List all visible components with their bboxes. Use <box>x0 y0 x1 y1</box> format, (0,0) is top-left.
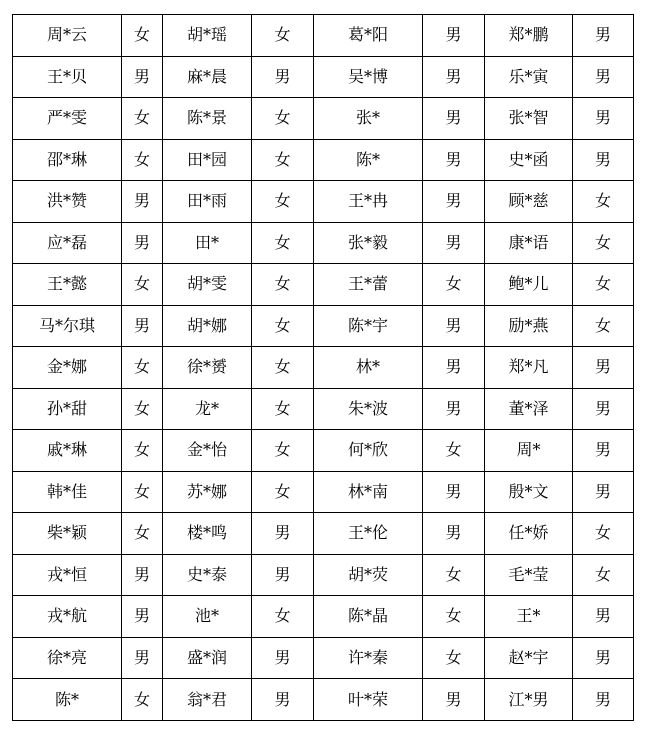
gender-cell: 女 <box>423 596 485 638</box>
name-cell: 励*燕 <box>485 305 573 347</box>
gender-cell: 男 <box>423 347 485 389</box>
gender-cell: 女 <box>122 471 163 513</box>
table-row <box>13 181 634 223</box>
table-row <box>13 554 634 596</box>
gender-cell: 男 <box>573 388 634 430</box>
gender-cell: 男 <box>423 222 485 264</box>
name-cell: 胡*雯 <box>163 264 252 306</box>
name-cell: 陈*宇 <box>314 305 423 347</box>
name-cell: 楼*鸣 <box>163 513 252 555</box>
table-row <box>13 98 634 140</box>
name-cell: 周* <box>485 430 573 472</box>
gender-cell: 男 <box>423 98 485 140</box>
gender-cell: 女 <box>122 430 163 472</box>
name-cell: 张* <box>314 98 423 140</box>
gender-cell: 男 <box>423 181 485 223</box>
table-row <box>13 264 634 306</box>
name-cell: 金*怡 <box>163 430 252 472</box>
table-row <box>13 222 634 264</box>
gender-cell: 男 <box>423 471 485 513</box>
name-cell: 朱*波 <box>314 388 423 430</box>
gender-cell: 女 <box>423 264 485 306</box>
gender-cell: 女 <box>122 347 163 389</box>
gender-cell: 男 <box>122 305 163 347</box>
gender-cell: 女 <box>122 139 163 181</box>
table-row <box>13 15 634 57</box>
name-cell: 王*冉 <box>314 181 423 223</box>
gender-cell: 女 <box>252 98 314 140</box>
name-cell: 严*雯 <box>13 98 122 140</box>
gender-cell: 女 <box>122 98 163 140</box>
name-cell: 葛*阳 <box>314 15 423 57</box>
gender-cell: 男 <box>122 554 163 596</box>
gender-cell: 男 <box>252 513 314 555</box>
name-cell: 孙*甜 <box>13 388 122 430</box>
gender-cell: 女 <box>252 264 314 306</box>
gender-cell: 女 <box>252 222 314 264</box>
name-cell: 胡*瑶 <box>163 15 252 57</box>
gender-cell: 男 <box>122 181 163 223</box>
name-cell: 田* <box>163 222 252 264</box>
name-cell: 郑*鹏 <box>485 15 573 57</box>
gender-cell: 女 <box>573 305 634 347</box>
gender-cell: 男 <box>252 56 314 98</box>
gender-cell: 女 <box>423 430 485 472</box>
name-cell: 徐*赟 <box>163 347 252 389</box>
gender-cell: 女 <box>573 513 634 555</box>
name-cell: 翁*君 <box>163 679 252 721</box>
gender-cell: 男 <box>423 56 485 98</box>
table-row <box>13 347 634 389</box>
name-cell: 史*泰 <box>163 554 252 596</box>
name-cell: 胡*娜 <box>163 305 252 347</box>
gender-cell: 男 <box>122 637 163 679</box>
name-cell: 王*懿 <box>13 264 122 306</box>
table-row <box>13 305 634 347</box>
gender-cell: 女 <box>252 388 314 430</box>
gender-cell: 女 <box>252 596 314 638</box>
gender-cell: 男 <box>423 139 485 181</box>
name-cell: 戎*航 <box>13 596 122 638</box>
name-cell: 麻*晨 <box>163 56 252 98</box>
roster-body <box>13 15 634 721</box>
gender-cell: 男 <box>423 513 485 555</box>
name-cell: 徐*亮 <box>13 637 122 679</box>
gender-cell: 男 <box>423 388 485 430</box>
table-row <box>13 430 634 472</box>
gender-cell: 女 <box>423 637 485 679</box>
gender-cell: 男 <box>423 679 485 721</box>
name-cell: 乐*寅 <box>485 56 573 98</box>
gender-cell: 男 <box>573 98 634 140</box>
name-cell: 张*智 <box>485 98 573 140</box>
gender-cell: 男 <box>122 596 163 638</box>
gender-cell: 女 <box>252 347 314 389</box>
name-cell: 张*毅 <box>314 222 423 264</box>
gender-cell: 女 <box>122 388 163 430</box>
gender-cell: 男 <box>573 139 634 181</box>
name-cell: 戚*琳 <box>13 430 122 472</box>
name-cell: 殷*文 <box>485 471 573 513</box>
table-row <box>13 596 634 638</box>
name-cell: 陈* <box>13 679 122 721</box>
gender-cell: 男 <box>573 347 634 389</box>
name-cell: 应*磊 <box>13 222 122 264</box>
name-cell: 邵*琳 <box>13 139 122 181</box>
name-cell: 陈* <box>314 139 423 181</box>
name-cell: 田*园 <box>163 139 252 181</box>
name-cell: 毛*莹 <box>485 554 573 596</box>
name-cell: 苏*娜 <box>163 471 252 513</box>
name-cell: 王*伦 <box>314 513 423 555</box>
name-cell: 胡*荧 <box>314 554 423 596</box>
gender-cell: 女 <box>252 139 314 181</box>
gender-cell: 男 <box>573 679 634 721</box>
name-cell: 赵*宇 <box>485 637 573 679</box>
name-cell: 康*语 <box>485 222 573 264</box>
gender-cell: 男 <box>252 679 314 721</box>
gender-cell: 女 <box>573 222 634 264</box>
table-row <box>13 513 634 555</box>
gender-cell: 女 <box>573 264 634 306</box>
name-cell: 董*泽 <box>485 388 573 430</box>
gender-cell: 男 <box>573 430 634 472</box>
name-cell: 盛*润 <box>163 637 252 679</box>
name-cell: 林* <box>314 347 423 389</box>
name-cell: 龙* <box>163 388 252 430</box>
gender-cell: 女 <box>573 554 634 596</box>
name-cell: 韩*佳 <box>13 471 122 513</box>
gender-cell: 女 <box>122 15 163 57</box>
name-cell: 田*雨 <box>163 181 252 223</box>
name-cell: 王*贝 <box>13 56 122 98</box>
name-cell: 吴*博 <box>314 56 423 98</box>
name-cell: 陈*晶 <box>314 596 423 638</box>
name-cell: 王*蕾 <box>314 264 423 306</box>
table-row <box>13 471 634 513</box>
gender-cell: 男 <box>573 56 634 98</box>
gender-cell: 男 <box>423 305 485 347</box>
name-cell: 陈*景 <box>163 98 252 140</box>
name-cell: 叶*荣 <box>314 679 423 721</box>
gender-cell: 女 <box>252 181 314 223</box>
table-row <box>13 637 634 679</box>
gender-cell: 女 <box>122 513 163 555</box>
gender-cell: 女 <box>423 554 485 596</box>
table-row <box>13 679 634 721</box>
gender-cell: 男 <box>252 637 314 679</box>
name-cell: 江*男 <box>485 679 573 721</box>
gender-cell: 女 <box>122 679 163 721</box>
name-cell: 戎*恒 <box>13 554 122 596</box>
gender-cell: 男 <box>122 222 163 264</box>
name-cell: 顾*慈 <box>485 181 573 223</box>
name-cell: 周*云 <box>13 15 122 57</box>
gender-cell: 男 <box>252 554 314 596</box>
name-cell: 马*尔琪 <box>13 305 122 347</box>
name-cell: 任*娇 <box>485 513 573 555</box>
name-cell: 郑*凡 <box>485 347 573 389</box>
name-cell: 何*欣 <box>314 430 423 472</box>
gender-cell: 男 <box>122 56 163 98</box>
gender-cell: 男 <box>573 15 634 57</box>
gender-cell: 男 <box>423 15 485 57</box>
gender-cell: 女 <box>252 305 314 347</box>
name-cell: 池* <box>163 596 252 638</box>
gender-cell: 女 <box>252 471 314 513</box>
gender-cell: 女 <box>252 430 314 472</box>
name-cell: 鲍*儿 <box>485 264 573 306</box>
name-cell: 林*南 <box>314 471 423 513</box>
table-row <box>13 56 634 98</box>
gender-cell: 女 <box>573 181 634 223</box>
gender-cell: 女 <box>122 264 163 306</box>
table-row <box>13 139 634 181</box>
table-row <box>13 388 634 430</box>
gender-cell: 男 <box>573 596 634 638</box>
name-cell: 金*娜 <box>13 347 122 389</box>
name-cell: 柴*颖 <box>13 513 122 555</box>
roster-table <box>12 14 634 721</box>
name-cell: 史*函 <box>485 139 573 181</box>
gender-cell: 男 <box>573 637 634 679</box>
gender-cell: 女 <box>252 15 314 57</box>
name-cell: 洪*赞 <box>13 181 122 223</box>
gender-cell: 男 <box>573 471 634 513</box>
name-cell: 王* <box>485 596 573 638</box>
name-cell: 许*秦 <box>314 637 423 679</box>
